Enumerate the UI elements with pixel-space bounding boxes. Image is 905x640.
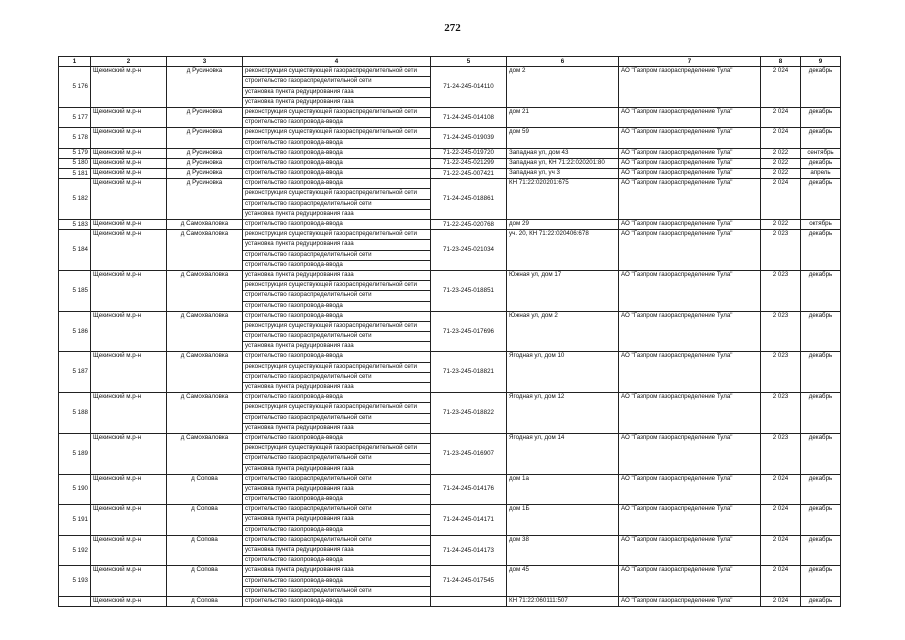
work-type-cell: строительство газопровода-ввода — [243, 118, 431, 128]
locality-cell: д Русиновка — [167, 67, 243, 108]
application-code-cell: 71-23-245-018822 — [431, 393, 507, 434]
work-type-cell: установка пункта редуцирования газа — [243, 87, 431, 97]
year-cell: 2 022 — [761, 169, 801, 179]
organization-cell: АО "Газпром газораспределение Тула" — [619, 566, 761, 597]
month-cell: декабрь — [801, 535, 841, 566]
table-row — [59, 311, 841, 321]
column-header: 8 — [761, 57, 801, 67]
locality-cell: д Русиновка — [167, 169, 243, 179]
application-code-cell: 71-24-245-014176 — [431, 474, 507, 505]
application-code-cell: 71-22-245-007421 — [431, 169, 507, 179]
organization-cell: АО "Газпром газораспределение Тула" — [619, 169, 761, 179]
month-cell: сентябрь — [801, 148, 841, 158]
district-cell: Щекинский м.р-н — [91, 474, 167, 505]
locality-cell: д Русиновка — [167, 107, 243, 127]
organization-cell: АО "Газпром газораспределение Тула" — [619, 474, 761, 505]
column-header: 7 — [619, 57, 761, 67]
locality-cell: д Сопова — [167, 596, 243, 606]
row-number: 5 185 — [59, 270, 91, 311]
organization-cell: АО "Газпром газораспределение Тула" — [619, 433, 761, 474]
table-row — [59, 179, 841, 189]
work-type-cell: строительство газопровода-ввода — [243, 311, 431, 321]
district-cell: Щекинский м.р-н — [91, 158, 167, 168]
application-code-cell: 71-22-245-019720 — [431, 148, 507, 158]
work-type-cell: строительство газораспределительной сети — [243, 250, 431, 260]
work-type-cell: установка пункта редуцирования газа — [243, 464, 431, 474]
work-type-cell: установка пункта редуцирования газа — [243, 423, 431, 433]
month-cell: декабрь — [801, 393, 841, 434]
row-number: 5 193 — [59, 566, 91, 597]
row-number: 5 188 — [59, 393, 91, 434]
table-row — [59, 474, 841, 484]
work-type-cell: установка пункта редуцирования газа — [243, 515, 431, 525]
work-type-cell: строительство газораспределительной сети — [243, 505, 431, 515]
organization-cell: АО "Газпром газораспределение Тула" — [619, 148, 761, 158]
district-cell: Щекинский м.р-н — [91, 179, 167, 220]
row-number: 5 181 — [59, 169, 91, 179]
organization-cell: АО "Газпром газораспределение Тула" — [619, 596, 761, 606]
work-type-cell: установка пункта редуцирования газа — [243, 342, 431, 352]
row-number: 5 192 — [59, 535, 91, 566]
address-cell: дом 38 — [507, 535, 619, 566]
work-type-cell: строительство газопровода-ввода — [243, 220, 431, 230]
table-row — [59, 505, 841, 515]
application-code-cell — [431, 596, 507, 606]
address-cell: Западная ул, КН 71:22:020201:80 — [507, 158, 619, 168]
organization-cell: АО "Газпром газораспределение Тула" — [619, 535, 761, 566]
row-number: 5 183 — [59, 220, 91, 230]
row-number: 5 180 — [59, 158, 91, 168]
row-number: 5 178 — [59, 128, 91, 148]
work-type-cell: реконструкция существующей газораспределительной сети — [243, 230, 431, 240]
year-cell: 2 022 — [761, 158, 801, 168]
application-code-cell: 71-23-245-017696 — [431, 311, 507, 352]
column-header: 5 — [431, 57, 507, 67]
work-type-cell: строительство газораспределительной сети — [243, 586, 431, 596]
district-cell: Щекинский м.р-н — [91, 535, 167, 566]
locality-cell: д Русиновка — [167, 179, 243, 220]
table-row — [59, 393, 841, 403]
organization-cell: АО "Газпром газораспределение Тула" — [619, 270, 761, 311]
organization-cell: АО "Газпром газораспределение Тула" — [619, 230, 761, 271]
column-header: 4 — [243, 57, 431, 67]
locality-cell: д Русиновка — [167, 158, 243, 168]
work-type-cell: строительство газопровода-ввода — [243, 352, 431, 362]
organization-cell: АО "Газпром газораспределение Тула" — [619, 179, 761, 220]
year-cell: 2 023 — [761, 270, 801, 311]
locality-cell: д Сопова — [167, 474, 243, 505]
table-body — [59, 67, 841, 607]
work-type-cell: строительство газопровода-ввода — [243, 260, 431, 270]
address-cell: дом 59 — [507, 128, 619, 148]
year-cell: 2 024 — [761, 566, 801, 597]
work-type-cell: строительство газопровода-ввода — [243, 433, 431, 443]
year-cell: 2 024 — [761, 128, 801, 148]
application-code-cell: 71-23-245-018851 — [431, 270, 507, 311]
work-type-cell: строительство газораспределительной сети — [243, 291, 431, 301]
work-type-cell: строительство газораспределительной сети — [243, 372, 431, 382]
row-number: 5 176 — [59, 67, 91, 108]
application-code-cell: 71-22-245-021299 — [431, 158, 507, 168]
month-cell: октябрь — [801, 220, 841, 230]
work-type-cell: строительство газопровода-ввода — [243, 158, 431, 168]
work-type-cell: строительство газораспределительной сети — [243, 535, 431, 545]
month-cell: декабрь — [801, 596, 841, 606]
row-number — [59, 596, 91, 606]
locality-cell: д Сопова — [167, 535, 243, 566]
locality-cell: д Самохваловка — [167, 220, 243, 230]
table-row — [59, 535, 841, 545]
row-number: 5 190 — [59, 474, 91, 505]
organization-cell: АО "Газпром газораспределение Тула" — [619, 67, 761, 108]
work-type-cell: реконструкция существующей газораспределительной сети — [243, 107, 431, 117]
district-cell: Щекинский м.р-н — [91, 596, 167, 606]
month-cell: декабрь — [801, 474, 841, 505]
row-number: 5 187 — [59, 352, 91, 393]
organization-cell: АО "Газпром газораспределение Тула" — [619, 352, 761, 393]
month-cell: декабрь — [801, 505, 841, 536]
column-header: 2 — [91, 57, 167, 67]
work-type-cell: установка пункта редуцирования газа — [243, 546, 431, 556]
locality-cell: д Самохваловка — [167, 311, 243, 352]
district-cell: Щекинский м.р-н — [91, 230, 167, 271]
work-type-cell: установка пункта редуцирования газа — [243, 209, 431, 219]
locality-cell: д Самохваловка — [167, 352, 243, 393]
work-type-cell: строительство газопровода-ввода — [243, 596, 431, 606]
application-code-cell: 71-24-245-019039 — [431, 128, 507, 148]
work-type-cell: реконструкция существующей газораспределительной сети — [243, 444, 431, 454]
month-cell: декабрь — [801, 433, 841, 474]
work-type-cell: реконструкция существующей газораспределительной сети — [243, 67, 431, 77]
application-code-cell: 71-23-245-018821 — [431, 352, 507, 393]
row-number: 5 186 — [59, 311, 91, 352]
year-cell: 2 023 — [761, 433, 801, 474]
year-cell: 2 024 — [761, 505, 801, 536]
year-cell: 2 022 — [761, 148, 801, 158]
year-cell: 2 024 — [761, 179, 801, 220]
header-row — [59, 57, 841, 67]
month-cell: декабрь — [801, 128, 841, 148]
work-type-cell: установка пункта редуцирования газа — [243, 383, 431, 393]
table-row — [59, 352, 841, 362]
work-type-cell: строительство газопровода-ввода — [243, 179, 431, 189]
year-cell: 2 024 — [761, 596, 801, 606]
address-cell: КН 71:22:020201:675 — [507, 179, 619, 220]
address-cell: Ягодная ул, дом 14 — [507, 433, 619, 474]
table-row — [59, 169, 841, 179]
work-type-cell: строительство газораспределительной сети — [243, 332, 431, 342]
month-cell: декабрь — [801, 566, 841, 597]
organization-cell: АО "Газпром газораспределение Тула" — [619, 158, 761, 168]
district-cell: Щекинский м.р-н — [91, 311, 167, 352]
address-cell: дом 21 — [507, 107, 619, 127]
organization-cell: АО "Газпром газораспределение Тула" — [619, 220, 761, 230]
year-cell: 2 023 — [761, 230, 801, 271]
page-number: 272 — [444, 22, 461, 34]
address-cell: Южная ул, дом 2 — [507, 311, 619, 352]
organization-cell: АО "Газпром газораспределение Тула" — [619, 128, 761, 148]
district-cell: Щекинский м.р-н — [91, 393, 167, 434]
address-cell: Западная ул, уч 3 — [507, 169, 619, 179]
year-cell: 2 023 — [761, 311, 801, 352]
table-row — [59, 107, 841, 117]
district-cell: Щекинский м.р-н — [91, 220, 167, 230]
address-cell: КН 71:22:060111:507 — [507, 596, 619, 606]
table-row — [59, 596, 841, 606]
application-code-cell: 71-24-245-014173 — [431, 535, 507, 566]
work-type-cell: строительство газопровода-ввода — [243, 393, 431, 403]
table-row — [59, 148, 841, 158]
work-type-cell: реконструкция существующей газораспределительной сети — [243, 362, 431, 372]
district-cell: Щекинский м.р-н — [91, 128, 167, 148]
address-cell: уч. 20, КН 71:22:020406:678 — [507, 230, 619, 271]
work-type-cell: установка пункта редуцирования газа — [243, 270, 431, 280]
work-type-cell: установка пункта редуцирования газа — [243, 97, 431, 107]
data-table — [58, 56, 841, 607]
work-type-cell: установка пункта редуцирования газа — [243, 484, 431, 494]
month-cell: декабрь — [801, 311, 841, 352]
district-cell: Щекинский м.р-н — [91, 148, 167, 158]
address-cell: Южная ул, дом 17 — [507, 270, 619, 311]
address-cell: дом 2 — [507, 67, 619, 108]
table-row — [59, 67, 841, 77]
locality-cell: д Самохваловка — [167, 393, 243, 434]
work-type-cell: строительство газопровода-ввода — [243, 495, 431, 505]
column-header: 3 — [167, 57, 243, 67]
application-code-cell: 71-24-245-018861 — [431, 179, 507, 220]
district-cell: Щекинский м.р-н — [91, 566, 167, 597]
year-cell: 2 022 — [761, 220, 801, 230]
column-header: 9 — [801, 57, 841, 67]
month-cell: декабрь — [801, 352, 841, 393]
application-code-cell: 71-24-245-014110 — [431, 67, 507, 108]
district-cell: Щекинский м.р-н — [91, 505, 167, 536]
year-cell: 2 024 — [761, 535, 801, 566]
application-code-cell: 71-24-245-014171 — [431, 505, 507, 536]
work-type-cell: установка пункта редуцирования газа — [243, 566, 431, 576]
work-type-cell: строительство газораспределительной сети — [243, 474, 431, 484]
organization-cell: АО "Газпром газораспределение Тула" — [619, 311, 761, 352]
table-row — [59, 230, 841, 240]
row-number: 5 184 — [59, 230, 91, 271]
address-cell: дом 1а — [507, 474, 619, 505]
column-header: 1 — [59, 57, 91, 67]
district-cell: Щекинский м.р-н — [91, 352, 167, 393]
locality-cell: д Русиновка — [167, 148, 243, 158]
table-row — [59, 270, 841, 280]
locality-cell: д Сопова — [167, 505, 243, 536]
work-type-cell: строительство газораспределительной сети — [243, 77, 431, 87]
column-header: 6 — [507, 57, 619, 67]
row-number: 5 182 — [59, 179, 91, 220]
application-code-cell: 71-24-245-014108 — [431, 107, 507, 127]
work-type-cell: реконструкция существующей газораспределительной сети — [243, 128, 431, 138]
month-cell: декабрь — [801, 67, 841, 108]
month-cell: декабрь — [801, 270, 841, 311]
row-number: 5 179 — [59, 148, 91, 158]
month-cell: апрель — [801, 169, 841, 179]
row-number: 5 189 — [59, 433, 91, 474]
locality-cell: д Самохваловка — [167, 270, 243, 311]
table-row — [59, 566, 841, 576]
address-cell: Ягодная ул, дом 12 — [507, 393, 619, 434]
year-cell: 2 024 — [761, 107, 801, 127]
locality-cell: д Самохваловка — [167, 433, 243, 474]
application-code-cell: 71-23-245-021034 — [431, 230, 507, 271]
work-type-cell: реконструкция существующей газораспределительной сети — [243, 281, 431, 291]
year-cell: 2 024 — [761, 67, 801, 108]
locality-cell: д Сопова — [167, 566, 243, 597]
table-row — [59, 220, 841, 230]
work-type-cell: строительство газопровода-ввода — [243, 138, 431, 148]
work-type-cell: строительство газопровода-ввода — [243, 301, 431, 311]
table-row — [59, 128, 841, 138]
district-cell: Щекинский м.р-н — [91, 67, 167, 108]
address-cell: дом 45 — [507, 566, 619, 597]
address-cell: Западная ул, дом 43 — [507, 148, 619, 158]
work-type-cell: строительство газопровода-ввода — [243, 556, 431, 566]
year-cell: 2 023 — [761, 393, 801, 434]
locality-cell: д Самохваловка — [167, 230, 243, 271]
organization-cell: АО "Газпром газораспределение Тула" — [619, 393, 761, 434]
work-type-cell: строительство газопровода-ввода — [243, 169, 431, 179]
application-code-cell: 71-22-245-020768 — [431, 220, 507, 230]
work-type-cell: реконструкция существующей газораспределительной сети — [243, 189, 431, 199]
organization-cell: АО "Газпром газораспределение Тула" — [619, 107, 761, 127]
address-cell: дом 29 — [507, 220, 619, 230]
organization-cell: АО "Газпром газораспределение Тула" — [619, 505, 761, 536]
year-cell: 2 024 — [761, 474, 801, 505]
month-cell: декабрь — [801, 158, 841, 168]
district-cell: Щекинский м.р-н — [91, 270, 167, 311]
district-cell: Щекинский м.р-н — [91, 107, 167, 127]
row-number: 5 177 — [59, 107, 91, 127]
month-cell: декабрь — [801, 179, 841, 220]
work-type-cell: установка пункта редуцирования газа — [243, 240, 431, 250]
month-cell: декабрь — [801, 107, 841, 127]
work-type-cell: строительство газопровода-ввода — [243, 576, 431, 586]
locality-cell: д Русиновка — [167, 128, 243, 148]
year-cell: 2 023 — [761, 352, 801, 393]
month-cell: декабрь — [801, 230, 841, 271]
work-type-cell: строительство газораспределительной сети — [243, 413, 431, 423]
address-cell: Ягодная ул, дом 10 — [507, 352, 619, 393]
work-type-cell: строительство газопровода-ввода — [243, 148, 431, 158]
work-type-cell: строительство газораспределительной сети — [243, 199, 431, 209]
address-cell: дом 1Б — [507, 505, 619, 536]
table-row — [59, 433, 841, 443]
application-code-cell: 71-24-245-017545 — [431, 566, 507, 597]
district-cell: Щекинский м.р-н — [91, 433, 167, 474]
row-number: 5 191 — [59, 505, 91, 536]
work-type-cell: реконструкция существующей газораспределительной сети — [243, 321, 431, 331]
work-type-cell: реконструкция существующей газораспределительной сети — [243, 403, 431, 413]
district-cell: Щекинский м.р-н — [91, 169, 167, 179]
work-type-cell: строительство газопровода-ввода — [243, 525, 431, 535]
application-code-cell: 71-23-245-016907 — [431, 433, 507, 474]
work-type-cell: строительство газораспределительной сети — [243, 454, 431, 464]
table-row — [59, 158, 841, 168]
